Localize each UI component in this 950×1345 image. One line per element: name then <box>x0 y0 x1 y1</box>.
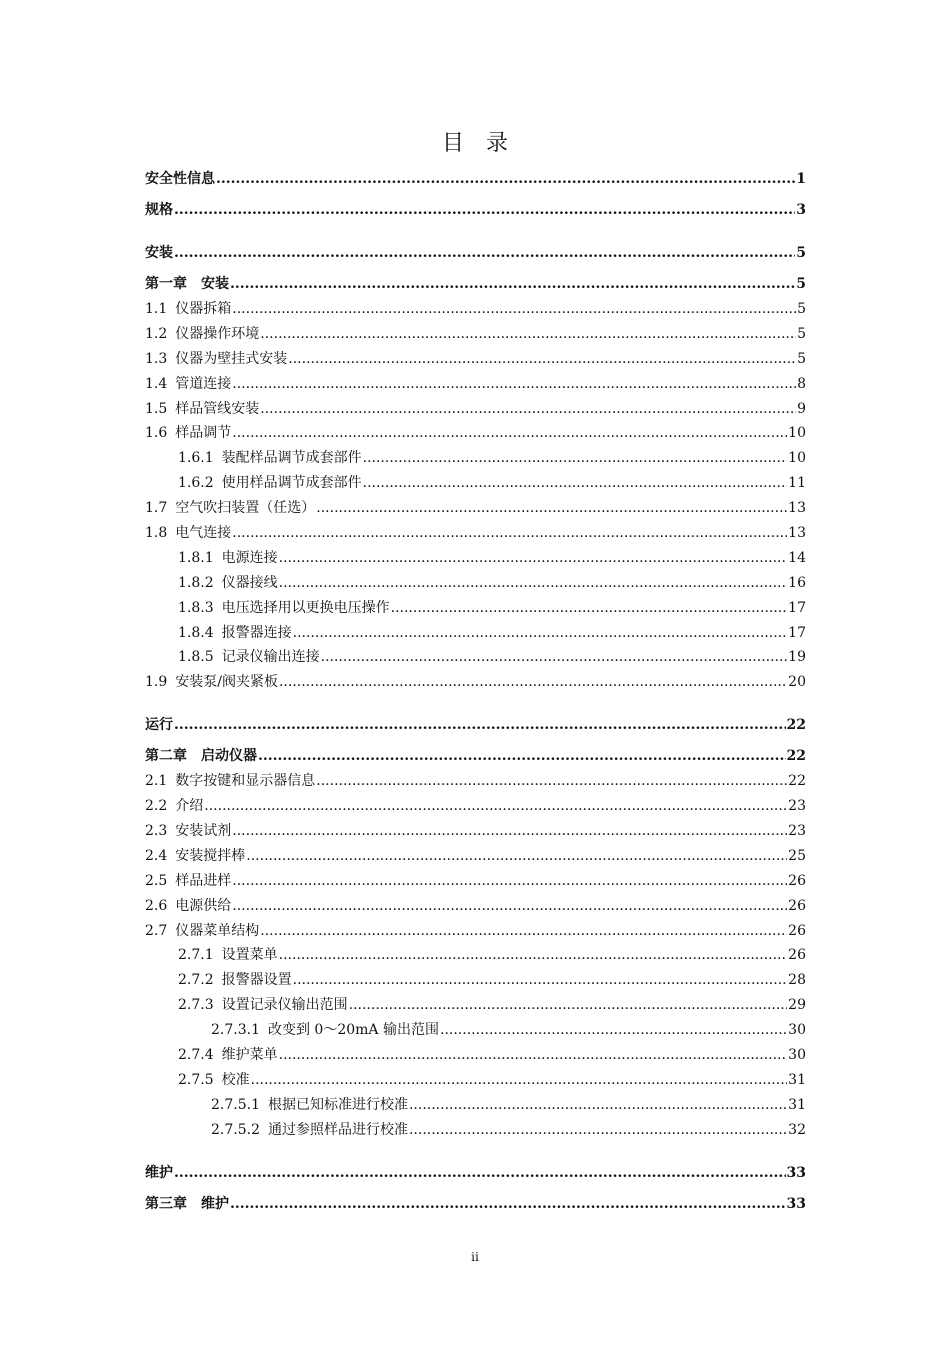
toc-entry-page: 20 <box>788 674 806 691</box>
toc-entry-title <box>145 874 231 888</box>
toc-entry-label: 仪器为壁挂式安装 <box>175 350 288 367</box>
toc-entry-number: 2.7.4 <box>178 1047 214 1064</box>
dot-leader <box>279 948 788 962</box>
dot-leader <box>316 774 787 788</box>
toc-entry[interactable] <box>145 1191 806 1222</box>
toc-entry-title <box>145 551 278 565</box>
page-title: 目 录 <box>441 131 508 156</box>
toc-entry-title <box>145 576 278 590</box>
toc-entry-label: 报警器连接 <box>221 624 292 641</box>
toc-entry-number: 1.6.1 <box>178 450 214 467</box>
toc-entry[interactable] <box>145 240 806 271</box>
toc-entry-number: 1.8.1 <box>178 549 214 566</box>
toc-entry[interactable] <box>145 675 806 700</box>
toc-entry-label: 仪器操作环境 <box>175 325 260 342</box>
dot-leader <box>279 551 788 565</box>
toc-gap <box>145 700 806 712</box>
toc-entry-page: 19 <box>788 649 806 666</box>
toc-entry-number: 1.6 <box>145 425 168 442</box>
toc-entry[interactable] <box>145 451 806 476</box>
toc-entry-page: 5 <box>797 350 806 367</box>
toc-entry-title <box>145 774 315 788</box>
toc-entry-label: 改变到 0～20mA 输出范围 <box>267 1022 439 1039</box>
toc-entry-title <box>145 246 173 260</box>
toc-entry[interactable] <box>145 1123 806 1148</box>
toc-entry[interactable] <box>145 476 806 501</box>
toc-entry-label: 使用样品调节成套部件 <box>221 475 362 492</box>
toc-entry[interactable] <box>145 501 806 526</box>
toc-entry-label: 安装试剂 <box>175 823 232 840</box>
toc-entry-number: 2.7.5.1 <box>211 1096 260 1113</box>
toc-entry-title <box>145 749 257 763</box>
toc-entry-page: 14 <box>788 549 806 566</box>
toc-entry-label: 样品进样 <box>175 872 232 889</box>
dot-leader <box>260 924 787 938</box>
toc-entry-title <box>145 327 259 341</box>
toc-entry-number: 1.2 <box>145 325 168 342</box>
toc-entry[interactable] <box>145 1160 806 1191</box>
toc-entry-number: 2.7.3.1 <box>211 1022 260 1039</box>
toc-entry[interactable] <box>145 327 806 352</box>
toc-entry-label: 设置菜单 <box>221 947 278 964</box>
dot-leader <box>293 626 788 640</box>
toc-entry[interactable] <box>145 973 806 998</box>
toc-entry[interactable] <box>145 824 806 849</box>
dot-leader <box>230 1197 786 1211</box>
toc-entry-label: 管道连接 <box>175 375 232 392</box>
toc-entry-label: 样品调节 <box>175 425 232 442</box>
toc-entry-title <box>145 799 203 813</box>
toc-entry-number: 2.7.3 <box>178 997 214 1014</box>
toc-entry-page: 26 <box>788 947 806 964</box>
toc-entry-page: 26 <box>788 897 806 914</box>
toc-entry-label: 数字按键和显示器信息 <box>175 773 316 790</box>
toc-entry-page: 10 <box>788 450 806 467</box>
toc-entry-label: 第三章 维护 <box>145 1195 229 1212</box>
toc-entry[interactable] <box>145 197 806 228</box>
toc-entry[interactable] <box>145 899 806 924</box>
toc-entry[interactable] <box>145 1023 806 1048</box>
toc-entry-label: 安装 <box>145 245 173 261</box>
dot-leader <box>216 172 795 186</box>
toc-entry-page: 28 <box>788 972 806 989</box>
toc-entry[interactable] <box>145 1073 806 1098</box>
toc-entry-label: 电源连接 <box>221 549 278 566</box>
toc-entry[interactable] <box>145 271 806 302</box>
toc-entry[interactable] <box>145 302 806 327</box>
dot-leader <box>232 377 796 391</box>
toc-entry-number: 2.3 <box>145 823 168 840</box>
toc-entry-page: 9 <box>797 400 806 417</box>
toc-entry[interactable] <box>145 924 806 949</box>
toc-entry-page: 22 <box>786 717 806 734</box>
dot-leader <box>279 1048 788 1062</box>
toc-entry-label: 仪器菜单结构 <box>175 922 260 939</box>
toc-entry-title <box>145 973 292 987</box>
toc-entry[interactable] <box>145 799 806 824</box>
toc-entry-page: 30 <box>788 1022 806 1039</box>
toc-entry-title <box>145 451 362 465</box>
toc-entry-label: 第二章 启动仪器 <box>145 748 257 765</box>
toc-entry[interactable] <box>145 774 806 799</box>
toc-entry-number: 1.9 <box>145 674 168 691</box>
toc-entry-title <box>145 675 278 689</box>
toc-entry-page: 31 <box>788 1096 806 1113</box>
dot-leader <box>409 1098 787 1112</box>
toc-entry-page: 26 <box>788 922 806 939</box>
dot-leader <box>232 824 787 838</box>
toc-entry-page: 32 <box>788 1121 806 1138</box>
toc-entry-title <box>145 1166 173 1180</box>
dot-leader <box>230 277 795 291</box>
toc-entry[interactable] <box>145 426 806 451</box>
toc-entry-label: 仪器拆箱 <box>175 301 232 317</box>
toc-entry-page: 1 <box>796 171 806 187</box>
toc-entry-number: 1.8.3 <box>178 599 214 616</box>
dot-leader <box>232 874 787 888</box>
toc-entry-label: 安装泵/阀夹紧板 <box>175 674 278 691</box>
toc-entry-page: 5 <box>797 301 806 317</box>
toc-entry-page: 3 <box>796 202 806 218</box>
toc-entry-label: 根据已知标准进行校准 <box>267 1096 408 1113</box>
toc-entry-page: 13 <box>788 525 806 542</box>
dot-leader <box>204 799 787 813</box>
toc-entry-number: 2.7 <box>145 922 168 939</box>
toc-entry-title <box>145 626 292 640</box>
toc-entry-number: 1.8 <box>145 525 168 542</box>
dot-leader <box>258 749 786 763</box>
toc-entry-number: 2.7.1 <box>178 947 214 964</box>
toc-entry-title <box>145 849 245 863</box>
toc-entry-title <box>145 1123 408 1137</box>
page-number: ii <box>471 1250 479 1264</box>
toc-entry[interactable] <box>145 998 806 1023</box>
toc-entry-label: 安装搅拌棒 <box>175 847 246 864</box>
toc-entry-number: 1.3 <box>145 350 168 367</box>
toc-entry[interactable] <box>145 626 806 651</box>
dot-leader <box>316 501 787 515</box>
toc-entry-title <box>145 998 348 1012</box>
toc-entry-page: 13 <box>788 500 806 517</box>
dot-leader <box>260 402 796 416</box>
toc-entry-number: 1.4 <box>145 375 168 392</box>
toc-entry-label: 校准 <box>221 1071 250 1088</box>
toc-entry-title <box>145 476 362 490</box>
toc-entry-title <box>145 650 320 664</box>
toc-entry-title <box>145 203 173 217</box>
toc-entry-page: 22 <box>788 773 806 790</box>
toc-entry[interactable] <box>145 601 806 626</box>
dot-leader <box>409 1123 787 1137</box>
toc-entry[interactable] <box>145 1098 806 1123</box>
toc-entry-page: 22 <box>786 748 806 765</box>
toc-entry-number: 1.8.4 <box>178 624 214 641</box>
toc-entry-number: 1.6.2 <box>178 475 214 492</box>
dot-leader <box>321 650 788 664</box>
toc-entry-title <box>145 302 231 316</box>
dot-leader <box>363 476 788 490</box>
dot-leader <box>251 1073 788 1087</box>
dot-leader <box>363 451 788 465</box>
dot-leader <box>232 426 787 440</box>
toc-entry-label: 规格 <box>145 202 173 218</box>
toc-entry-label: 运行 <box>145 717 173 734</box>
toc-entry-title <box>145 501 315 515</box>
dot-leader <box>288 352 796 366</box>
toc-entry-number: 2.1 <box>145 773 168 790</box>
dot-leader <box>232 302 796 316</box>
toc-entry-label: 电源供给 <box>175 897 232 914</box>
toc-entry-title <box>145 601 390 615</box>
toc-entry[interactable] <box>145 712 806 743</box>
dot-leader <box>174 1166 786 1180</box>
toc-gap <box>145 228 806 240</box>
toc-entry-title <box>145 402 259 416</box>
toc-entry-page: 33 <box>786 1195 806 1212</box>
toc-entry[interactable] <box>145 377 806 402</box>
dot-leader <box>440 1023 787 1037</box>
dot-leader <box>174 203 795 217</box>
toc-entry-number: 2.7.5 <box>178 1071 214 1088</box>
toc-entry[interactable] <box>145 352 806 377</box>
toc-entry-page: 23 <box>788 798 806 815</box>
toc-entry-number: 2.7.2 <box>178 972 214 989</box>
toc-entry-title <box>145 426 231 440</box>
toc-entry-number: 2.2 <box>145 798 168 815</box>
toc-entry-page: 8 <box>797 375 806 392</box>
table-of-contents <box>145 172 806 1222</box>
toc-entry[interactable] <box>145 402 806 427</box>
toc-entry-title <box>145 352 287 366</box>
dot-leader <box>246 849 787 863</box>
dot-leader <box>279 576 788 590</box>
dot-leader <box>174 718 786 732</box>
toc-entry-label: 第一章 安装 <box>145 276 229 292</box>
toc-entry-label: 仪器接线 <box>221 574 278 591</box>
toc-entry-page: 5 <box>796 245 806 261</box>
toc-entry-number: 2.6 <box>145 897 168 914</box>
toc-entry-page: 5 <box>797 325 806 342</box>
toc-entry-number: 2.7.5.2 <box>211 1121 260 1138</box>
toc-entry-title <box>145 1073 250 1087</box>
toc-gap <box>145 1148 806 1160</box>
toc-entry-number: 1.5 <box>145 400 168 417</box>
toc-entry[interactable] <box>145 948 806 973</box>
dot-leader <box>293 973 788 987</box>
toc-entry-page: 17 <box>788 624 806 641</box>
dot-leader <box>349 998 788 1012</box>
dot-leader <box>232 526 787 540</box>
toc-entry-number: 1.8.5 <box>178 649 214 666</box>
toc-entry-page: 26 <box>788 872 806 889</box>
toc-entry-title <box>145 948 278 962</box>
toc-entry-page: 5 <box>796 276 806 292</box>
toc-entry-title <box>145 526 231 540</box>
toc-entry[interactable] <box>145 576 806 601</box>
toc-entry-title <box>145 277 229 291</box>
toc-entry-label: 安全性信息 <box>145 171 215 187</box>
toc-entry-title <box>145 1098 408 1112</box>
toc-entry[interactable] <box>145 1048 806 1073</box>
toc-entry[interactable] <box>145 874 806 899</box>
toc-entry-title <box>145 718 173 732</box>
toc-entry-page: 25 <box>788 847 806 864</box>
toc-entry-title <box>145 1023 439 1037</box>
toc-entry-label: 装配样品调节成套部件 <box>221 450 362 467</box>
toc-entry-label: 记录仪输出连接 <box>221 649 320 666</box>
toc-entry-label: 空气吹扫装置（任选） <box>175 500 316 517</box>
toc-entry-title <box>145 1048 278 1062</box>
toc-entry-title <box>145 924 259 938</box>
dot-leader <box>260 327 796 341</box>
toc-entry-number: 2.4 <box>145 847 168 864</box>
toc-entry-number: 1.7 <box>145 500 168 517</box>
toc-entry-page: 17 <box>788 599 806 616</box>
toc-entry[interactable] <box>145 743 806 774</box>
toc-entry-page: 30 <box>788 1047 806 1064</box>
toc-entry-title <box>145 899 231 913</box>
dot-leader <box>174 246 795 260</box>
dot-leader <box>279 675 787 689</box>
toc-entry-number: 1.1 <box>145 301 168 317</box>
toc-entry-title <box>145 1197 229 1211</box>
toc-entry[interactable] <box>145 551 806 576</box>
toc-entry[interactable] <box>145 650 806 675</box>
toc-entry[interactable] <box>145 849 806 874</box>
toc-entry-label: 报警器设置 <box>221 972 292 989</box>
toc-entry-page: 29 <box>788 997 806 1014</box>
toc-entry-label: 设置记录仪输出范围 <box>221 997 348 1014</box>
toc-entry-label: 维护 <box>145 1164 173 1181</box>
toc-entry-page: 23 <box>788 823 806 840</box>
toc-entry-title <box>145 172 215 186</box>
toc-entry-label: 介绍 <box>175 798 204 815</box>
toc-entry-label: 样品管线安装 <box>175 400 260 417</box>
toc-entry-page: 16 <box>788 574 806 591</box>
toc-entry-label: 电气连接 <box>175 525 232 542</box>
dot-leader <box>232 899 787 913</box>
toc-entry-page: 11 <box>788 475 806 492</box>
toc-entry[interactable] <box>145 526 806 551</box>
toc-entry-number: 1.8.2 <box>178 574 214 591</box>
toc-entry[interactable] <box>145 172 806 197</box>
toc-entry-number: 2.5 <box>145 872 168 889</box>
toc-entry-title <box>145 377 231 391</box>
toc-entry-label: 电压选择用以更换电压操作 <box>221 599 390 616</box>
dot-leader <box>391 601 788 615</box>
toc-entry-label: 维护菜单 <box>221 1047 278 1064</box>
toc-entry-page: 10 <box>788 425 806 442</box>
toc-entry-label: 通过参照样品进行校准 <box>267 1121 408 1138</box>
toc-entry-title <box>145 824 231 838</box>
toc-entry-page: 31 <box>788 1071 806 1088</box>
toc-entry-page: 33 <box>786 1164 806 1181</box>
